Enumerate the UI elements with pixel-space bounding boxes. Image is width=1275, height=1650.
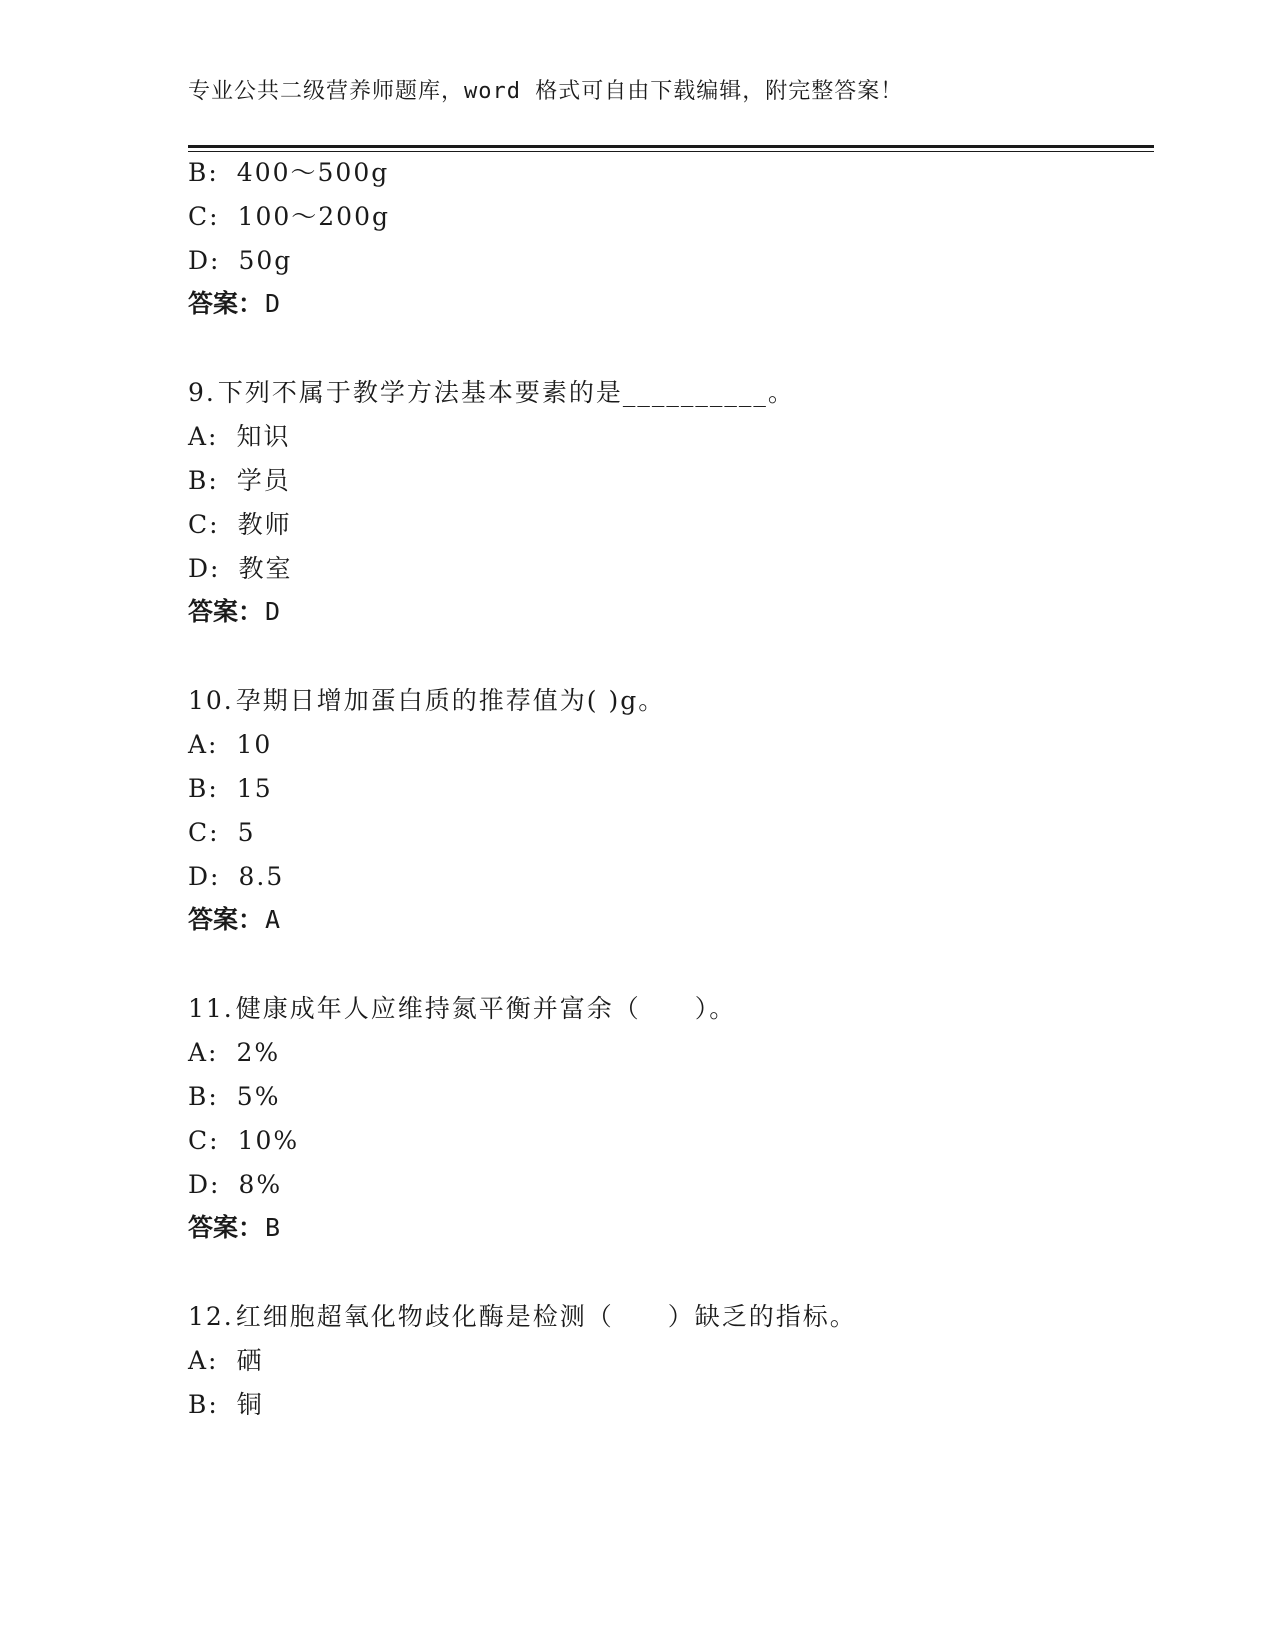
answer-row — [188, 289, 280, 319]
option-letter: D: — [188, 1170, 221, 1199]
option-letter: D: — [188, 862, 221, 891]
answer-value: D — [265, 597, 281, 626]
option-row — [188, 1346, 264, 1376]
option-letter: A: — [188, 422, 219, 451]
option-row — [188, 422, 291, 452]
option-row — [188, 510, 292, 540]
question-number: 9. — [188, 378, 216, 407]
option-letter: D: — [188, 554, 221, 583]
answer-label: 答案： — [188, 905, 264, 934]
option-row — [188, 1126, 299, 1156]
answer-value: D — [265, 289, 281, 318]
header-divider-thin — [188, 151, 1154, 152]
answer-value: B — [265, 1213, 281, 1242]
option-letter: C: — [188, 818, 220, 847]
option-row — [188, 466, 291, 496]
option-text: 教师 — [237, 510, 292, 539]
header-divider-thick — [188, 145, 1154, 148]
option-letter: B: — [188, 774, 219, 803]
option-row — [188, 1082, 280, 1112]
option-row — [188, 158, 389, 188]
option-text: 教室 — [238, 554, 293, 583]
page-header: 专业公共二级营养师题库，word 格式可自由下载编辑，附完整答案！ — [188, 79, 904, 104]
question-stem — [188, 378, 795, 408]
option-text: 50g — [238, 246, 293, 275]
option-row — [188, 862, 284, 892]
answer-row — [188, 597, 280, 627]
answer-row — [188, 1213, 280, 1243]
answer-label: 答案： — [188, 289, 264, 318]
question-stem — [188, 686, 665, 716]
option-row — [188, 818, 255, 848]
question-text: 健康成年人应维持氮平衡并富余（ ）。 — [235, 994, 737, 1023]
option-text: 10 — [236, 730, 273, 759]
option-letter: B: — [188, 1082, 219, 1111]
option-text: 100～200g — [237, 202, 391, 231]
answer-row — [188, 905, 280, 935]
question-number: 12. — [188, 1302, 234, 1331]
option-text: 5 — [237, 818, 256, 847]
option-letter: C: — [188, 510, 220, 539]
option-text: 硒 — [236, 1346, 264, 1375]
question-text: 下列不属于教学方法基本要素的是__________。 — [217, 378, 795, 407]
option-text: 8% — [238, 1170, 283, 1199]
question-stem — [188, 1302, 857, 1332]
option-letter: B: — [188, 466, 219, 495]
option-text: 2% — [236, 1038, 281, 1067]
option-text: 8.5 — [238, 862, 285, 891]
option-text: 5% — [236, 1082, 281, 1111]
option-letter: B: — [188, 1390, 219, 1419]
question-number: 10. — [188, 686, 234, 715]
option-letter: D: — [188, 246, 221, 275]
question-number: 11. — [188, 994, 234, 1023]
answer-label: 答案： — [188, 1213, 264, 1242]
option-row — [188, 1390, 264, 1420]
option-letter: A: — [188, 730, 219, 759]
option-letter: A: — [188, 1346, 219, 1375]
option-letter: B: — [188, 158, 219, 187]
option-row — [188, 1170, 282, 1200]
option-letter: C: — [188, 1126, 220, 1155]
option-text: 铜 — [236, 1390, 264, 1419]
question-stem — [188, 994, 736, 1024]
answer-value: A — [265, 905, 281, 934]
question-text: 孕期日增加蛋白质的推荐值为( )g。 — [235, 686, 666, 715]
option-row — [188, 730, 272, 760]
option-row — [188, 554, 292, 584]
option-row — [188, 774, 273, 804]
option-row — [188, 202, 390, 232]
option-text: 学员 — [236, 466, 291, 495]
option-letter: A: — [188, 1038, 219, 1067]
option-row — [188, 1038, 280, 1068]
option-text: 15 — [236, 774, 273, 803]
option-letter: C: — [188, 202, 220, 231]
option-text: 400～500g — [236, 158, 390, 187]
answer-label: 答案： — [188, 597, 264, 626]
option-text: 知识 — [236, 422, 291, 451]
option-row — [188, 246, 292, 276]
question-text: 红细胞超氧化物歧化酶是检测（ ）缺乏的指标。 — [235, 1302, 857, 1331]
option-text: 10% — [237, 1126, 300, 1155]
